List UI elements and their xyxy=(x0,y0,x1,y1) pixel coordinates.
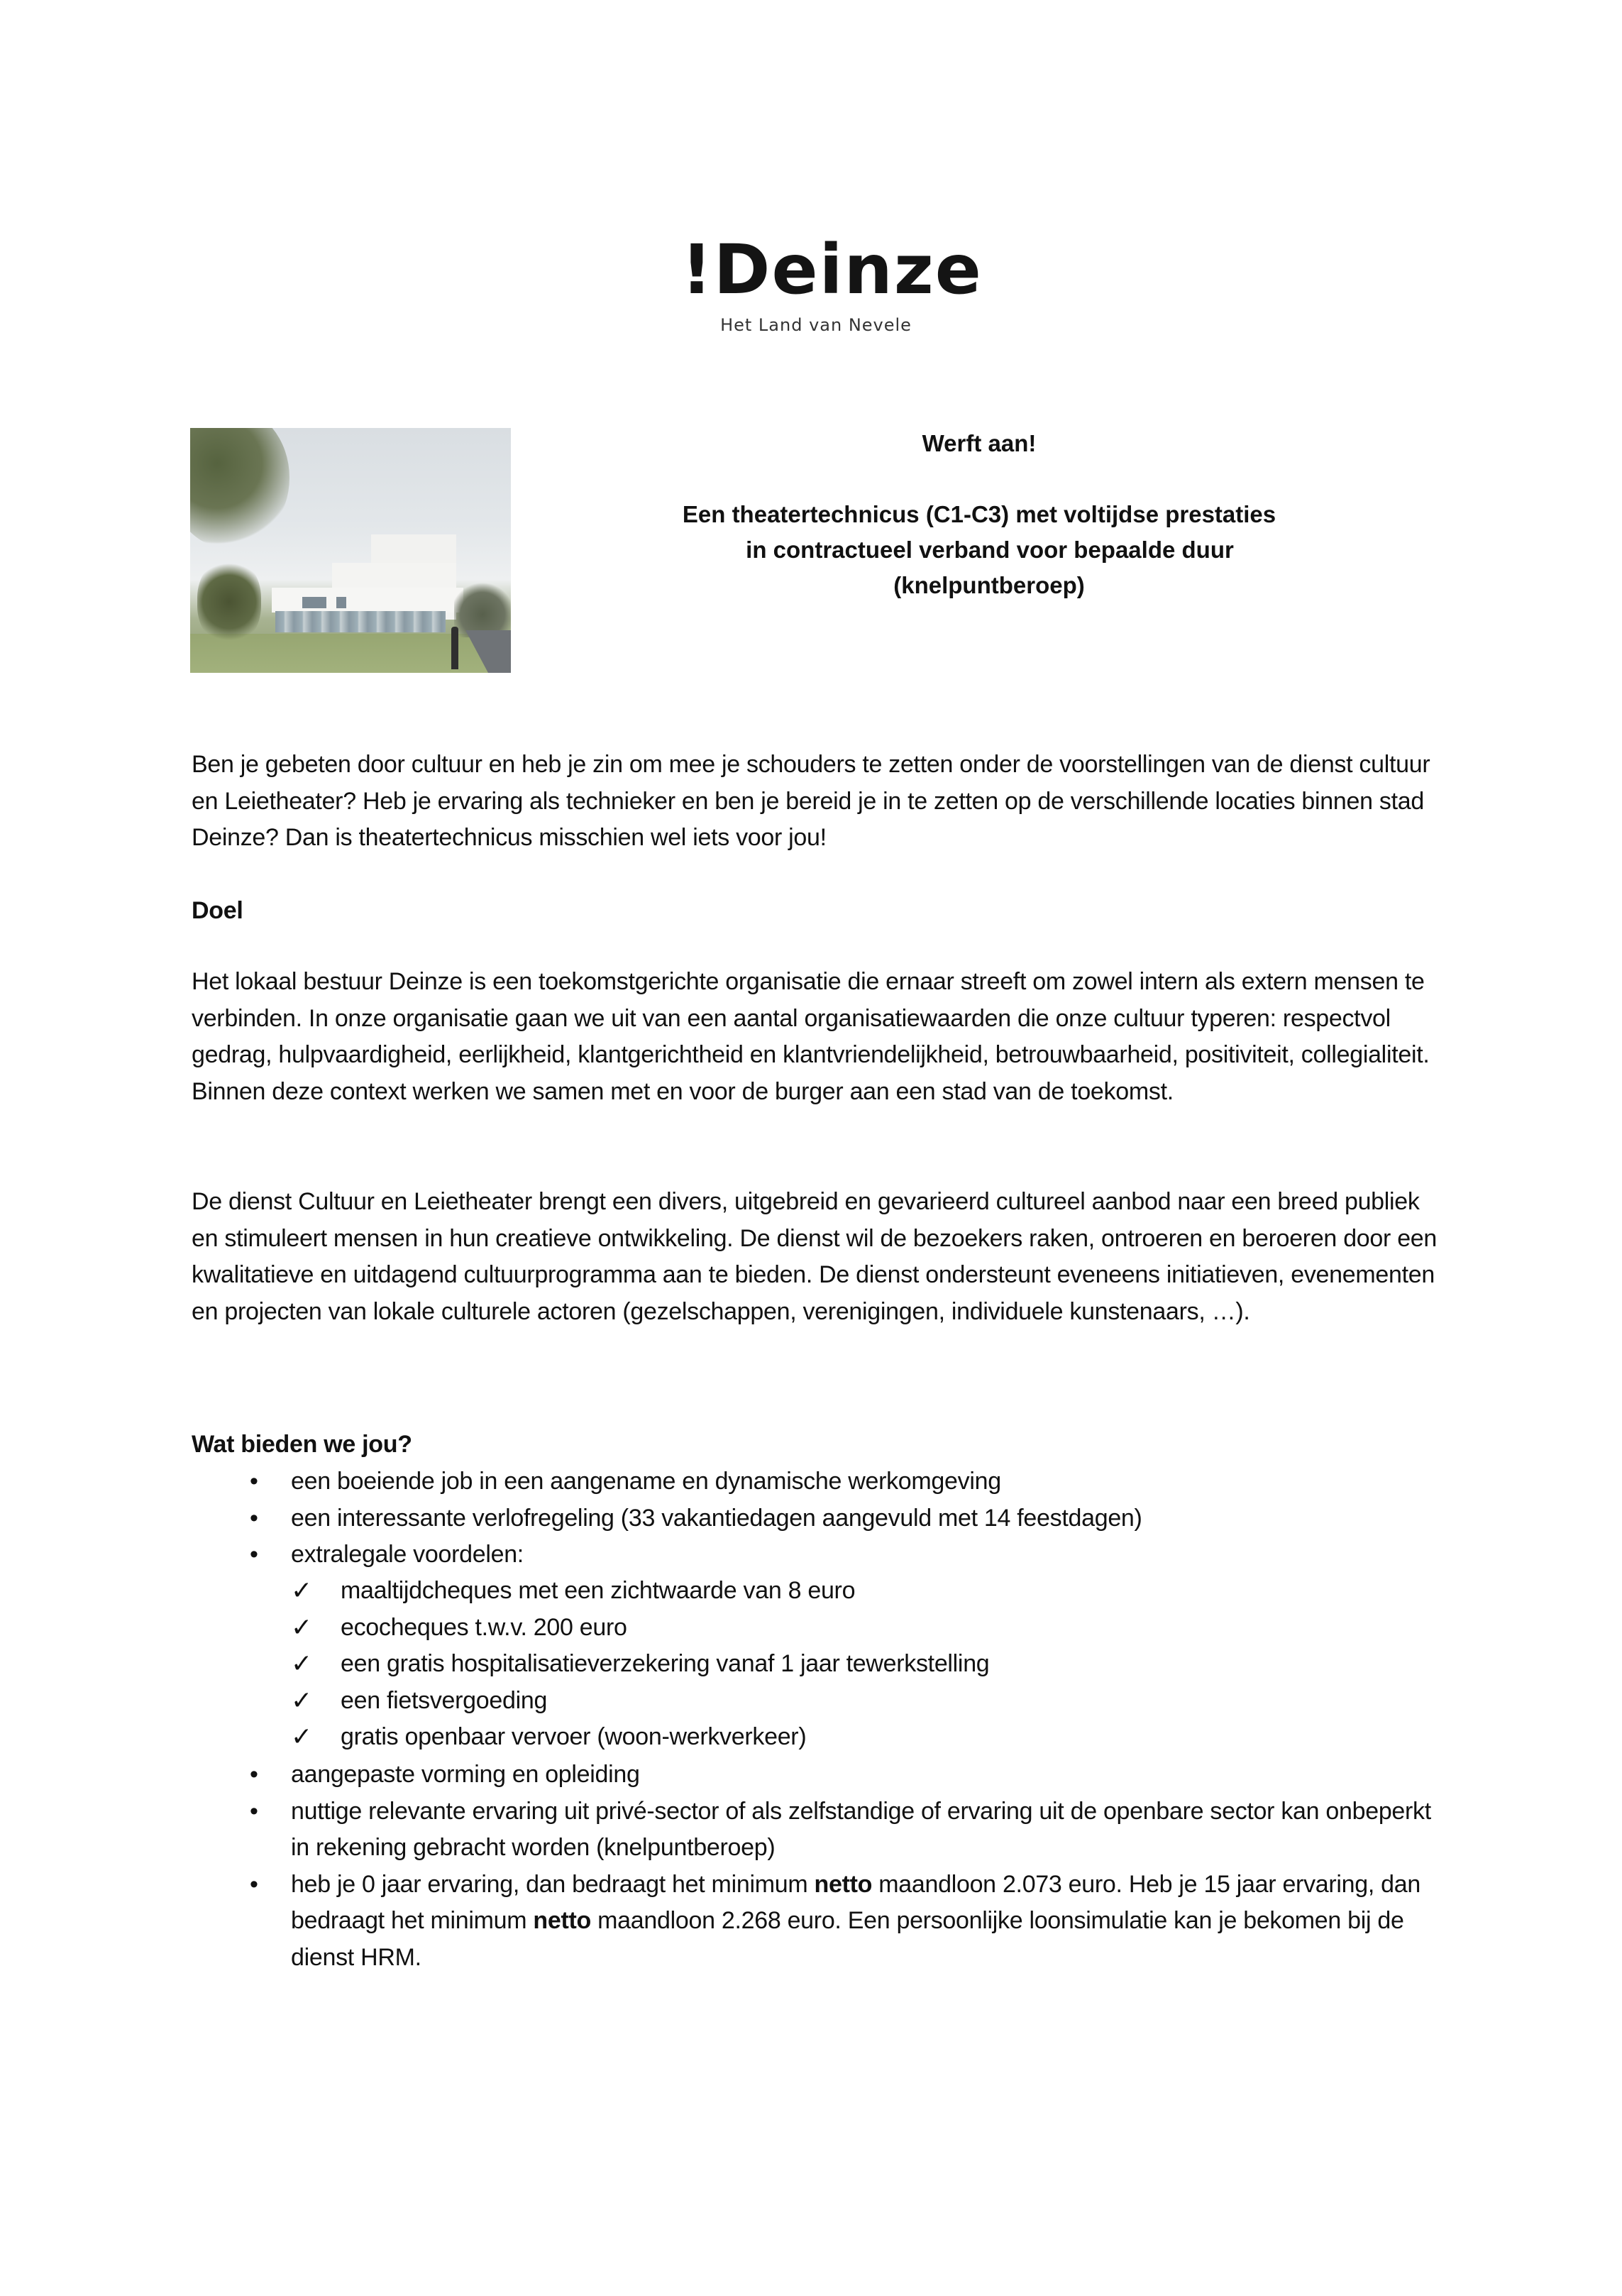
checkmark-icon: ✓ xyxy=(291,1723,312,1752)
offer-list-item xyxy=(192,1794,1440,1867)
offer-heading: Wat bieden we jou? xyxy=(192,1431,412,1458)
benefit-text: een gratis hospitalisatieverzekering vanaf 1 jaar tewerkstelling xyxy=(341,1650,990,1677)
offer-list xyxy=(192,1463,1440,1573)
netto-emphasis: netto xyxy=(533,1907,592,1934)
benefit-item xyxy=(192,1610,1327,1647)
salary-text-part: maandloon 2.073 euro. Heb je 15 jaar ervaring, dan bedraagt het minimum xyxy=(291,1870,1421,1934)
deinze-logo xyxy=(681,230,983,335)
photo-tree xyxy=(197,559,261,644)
benefit-text: maaltijdcheques met een zichtwaarde van 8 euro xyxy=(341,1577,856,1604)
bullet-icon: • xyxy=(250,1541,258,1568)
job-title-line-2: in contractueel verband voor bepaalde duur xyxy=(746,537,1234,563)
offer-list-item xyxy=(192,1500,1440,1537)
offer-list-continued xyxy=(192,1757,1440,1976)
offer-item-text: nuttige relevante ervaring uit privé-sector of als zelfstandige of ervaring uit de openbare sector kan onbeperkt in rekening gebracht worden (knelpuntberoep) xyxy=(291,1797,1431,1861)
benefit-text: ecocheques t.w.v. 200 euro xyxy=(341,1613,627,1641)
checkmark-icon: ✓ xyxy=(291,1576,312,1605)
benefit-item xyxy=(192,1719,1327,1756)
photo-building-low xyxy=(272,588,463,613)
photo-building-glass xyxy=(275,611,446,632)
salary-text-part: maandloon 2.268 euro. Een persoonlijke loonsimulatie kan je bekomen bij de dienst HRM. xyxy=(291,1907,1404,1971)
offer-item-text: een boeiende job in een aangename en dynamische werkomgeving xyxy=(291,1468,1001,1495)
photo-window xyxy=(336,597,346,608)
offer-list-item xyxy=(192,1757,1440,1794)
offer-item-text: extralegale voordelen: xyxy=(291,1541,524,1568)
offer-list-item xyxy=(192,1463,1440,1500)
logo-wordmark: !Deinze xyxy=(681,230,983,309)
benefit-text: gratis openbaar vervoer (woon-werkverkeer) xyxy=(341,1723,807,1750)
doel-paragraph-dienst: De dienst Cultuur en Leietheater brengt een divers, uitgebreid en gevarieerd cultureel aanbod naar een breed publiek en stimuleert mensen in hun creatieve ontwikkeling. De dienst wil de bezoekers raken, ontroeren en beroeren door een kwalitatieve en uitdagend cultuurprogramma aan te bieden. De dienst ondersteunt eveneens initiatieven, evenementen en projecten van lokale culturele actoren (gezelschappen, verenigingen, individuele kunstenaars, …). xyxy=(192,1188,1438,1325)
benefit-text: een fietsvergoeding xyxy=(341,1686,548,1714)
theatre-building-photo xyxy=(190,428,511,673)
photo-window xyxy=(302,597,326,608)
checkmark-icon: ✓ xyxy=(291,1686,312,1715)
checkmark-icon: ✓ xyxy=(291,1649,312,1679)
photo-person xyxy=(451,627,458,669)
logo-tagline: Het Land van Nevele xyxy=(720,315,912,335)
salary-text-part: heb je 0 jaar ervaring, dan bedraagt het minimum xyxy=(291,1870,815,1898)
intro-paragraph: Ben je gebeten door cultuur en heb je zin om mee je schouders te zetten onder de voorstellingen van de dienst cultuur en Leietheater? Heb je ervaring als technieker en ben je bereid je in te zetten op de verschillende locaties binnen stad Deinze? Dan is theatertechnicus misschien wel iets voor jou! xyxy=(192,751,1430,851)
job-title-line-3: (knelpuntberoep) xyxy=(893,572,1085,598)
doel-paragraph-organisation: Het lokaal bestuur Deinze is een toekomstgerichte organisatie die ernaar streeft om zowel intern als extern mensen te verbinden. In onze organisatie gaan we uit van een aantal organisatiewaarden die onze cultuur typeren: respectvol gedrag, hulpvaardigheid, eerlijkheid, klantgerichtheid en klantvriendelijkheid, betrouwbaarheid, positiviteit, collegialiteit. Binnen deze context werken we samen met en voor de burger aan een stad van de toekomst. xyxy=(192,968,1430,1105)
werft-aan-heading: Werft aan! xyxy=(922,430,1037,456)
doel-heading: Doel xyxy=(192,897,243,924)
bullet-icon: • xyxy=(250,1761,258,1788)
offer-item-text: een interessante verlofregeling (33 vakantiedagen aangevuld met 14 feestdagen) xyxy=(291,1504,1142,1532)
bullet-icon: • xyxy=(250,1797,258,1825)
offer-list-item xyxy=(192,1537,1440,1573)
benefit-item xyxy=(192,1646,1327,1683)
vacancy-title-block xyxy=(624,426,1334,603)
benefit-item xyxy=(192,1683,1327,1720)
offer-item-text: aangepaste vorming en opleiding xyxy=(291,1761,640,1788)
benefit-item xyxy=(192,1573,1327,1610)
bullet-icon: • xyxy=(250,1504,258,1532)
salary-list-item xyxy=(192,1867,1440,1977)
bullet-icon: • xyxy=(250,1870,258,1898)
checkmark-icon: ✓ xyxy=(291,1613,312,1642)
photo-trees xyxy=(454,581,511,637)
bullet-icon: • xyxy=(250,1468,258,1495)
job-title-line-1: Een theatertechnicus (C1-C3) met voltijdse prestaties xyxy=(682,501,1276,527)
netto-emphasis: netto xyxy=(814,1870,873,1898)
photo-foliage xyxy=(190,428,289,549)
salary-text xyxy=(291,1871,1420,1971)
extralegal-benefits-list xyxy=(192,1573,1327,1756)
